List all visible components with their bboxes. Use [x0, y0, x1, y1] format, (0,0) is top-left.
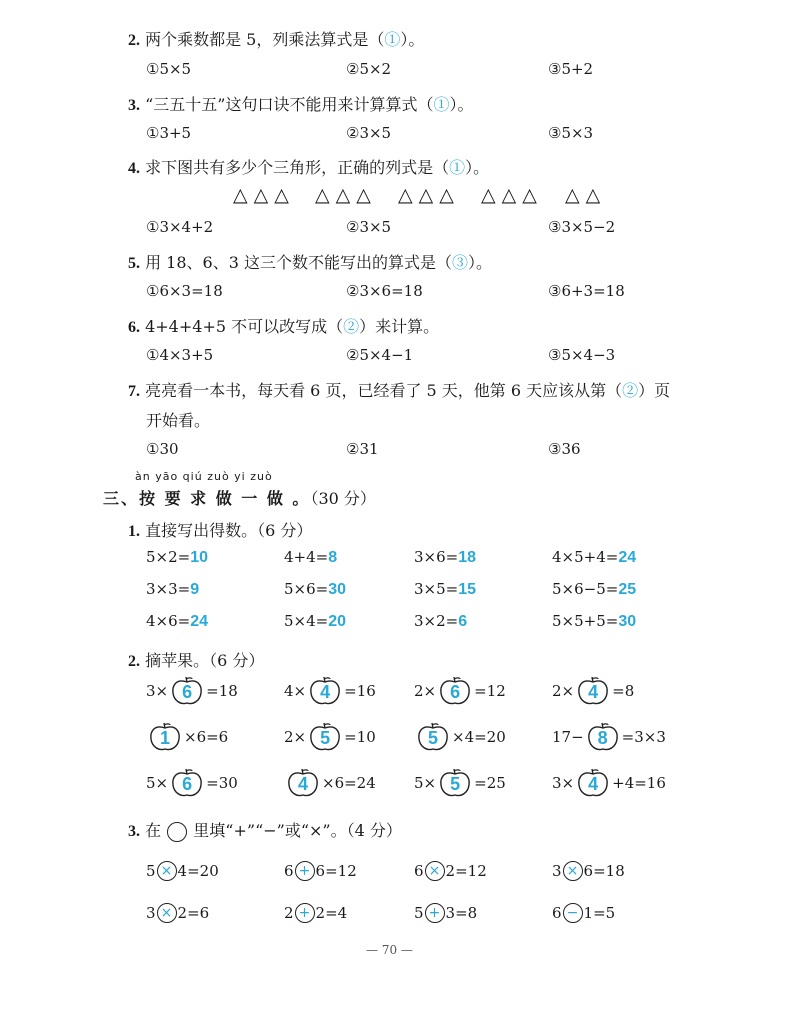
left-operand: 3 — [146, 904, 156, 922]
equation — [284, 612, 346, 631]
option-1: ①3×4+2 — [146, 218, 214, 236]
apple-equation — [284, 722, 376, 752]
equation-expression: 4×5+4= — [552, 548, 619, 566]
apple-answer: 4 — [588, 682, 599, 702]
triangle-group-4: △△△ — [481, 184, 543, 206]
operator-equation — [414, 903, 477, 923]
apple-equation — [552, 722, 666, 752]
apple-answer: 5 — [450, 774, 461, 794]
equation — [552, 580, 636, 599]
subquestion-title: 摘苹果。（6 分） — [145, 651, 265, 670]
operator-circle: + — [425, 903, 445, 923]
empty-circle-icon — [167, 822, 187, 842]
apple-answer: 6 — [450, 682, 461, 702]
left-operand: 3 — [552, 862, 562, 880]
question-text: 两个乘数都是 5，列乘法算式是（ — [145, 30, 385, 49]
question-number: 6. — [128, 319, 140, 336]
operator-equation — [284, 903, 347, 923]
question-text: 求下图共有多少个三角形，正确的列式是（ — [145, 158, 450, 177]
right-side: 2=4 — [315, 904, 348, 922]
operator-equation — [284, 861, 357, 881]
equation-expression: 5×5+5= — [552, 612, 619, 630]
equation-suffix: =16 — [344, 682, 376, 700]
apple-equation — [146, 722, 228, 752]
equation-expression: 3×3= — [146, 580, 191, 598]
operator-equation — [552, 903, 615, 923]
equation-prefix: 3× — [146, 682, 169, 700]
question-4: 4. 求下图共有多少个三角形，正确的列式是（①）。 — [128, 158, 490, 177]
apple-answer: 6 — [182, 682, 193, 702]
question-number: 2. — [128, 32, 140, 49]
option-2: ②5×4−1 — [346, 346, 414, 364]
equation — [414, 548, 476, 567]
operator-circle: − — [563, 903, 583, 923]
operator-equation — [414, 861, 487, 881]
apple-equation — [146, 676, 238, 706]
equation-prefix: 3× — [552, 774, 575, 792]
equation-expression: 5×6−5= — [552, 580, 619, 598]
right-side: 3=8 — [445, 904, 478, 922]
left-operand: 2 — [284, 904, 294, 922]
apple-icon — [576, 676, 610, 706]
answer: 24 — [190, 613, 209, 630]
answer: 25 — [618, 581, 637, 598]
answer: ② — [622, 381, 639, 400]
option-3: ③5+2 — [548, 60, 594, 78]
answer: 18 — [458, 549, 477, 566]
question-number: 7. — [128, 383, 140, 400]
option-1: ①5×5 — [146, 60, 192, 78]
equation — [146, 580, 199, 599]
equation-expression: 4×6= — [146, 612, 191, 630]
question-5: 5. 用 18、6、3 这三个数不能写出的算式是（③）。 — [128, 253, 493, 272]
equation-prefix: 2× — [414, 682, 437, 700]
option-3: ③5×4−3 — [548, 346, 616, 364]
operator-circle: + — [295, 861, 315, 881]
answer: 30 — [618, 613, 637, 630]
apple-icon — [416, 722, 450, 752]
question-7-line2: 开始看。 — [146, 411, 211, 430]
apple-equation — [146, 768, 238, 798]
equation-suffix: =12 — [474, 682, 506, 700]
left-operand: 5 — [414, 904, 424, 922]
apple-answer: 5 — [320, 728, 331, 748]
option-3: ③6+3=18 — [548, 282, 625, 300]
equation-prefix: 2× — [552, 682, 575, 700]
question-6: 6. 4+4+4+5 不可以改写成（②）来计算。 — [128, 317, 440, 336]
equation-prefix: 2× — [284, 728, 307, 746]
answer: 20 — [328, 613, 347, 630]
equation — [146, 612, 208, 631]
apple-equation — [414, 768, 506, 798]
apple-icon — [438, 676, 472, 706]
equation-prefix: 5× — [414, 774, 437, 792]
operator-circle: × — [157, 903, 177, 923]
apple-icon — [586, 722, 620, 752]
equation-expression: 5×2= — [146, 548, 191, 566]
left-operand: 5 — [146, 862, 156, 880]
equation-expression: 5×4= — [284, 612, 329, 630]
answer: 24 — [618, 549, 637, 566]
equation-prefix: 4× — [284, 682, 307, 700]
triangle-group-3: △△△ — [398, 184, 460, 206]
answer: ① — [384, 30, 401, 49]
apple-answer: 1 — [159, 728, 170, 748]
apple-icon — [576, 768, 610, 798]
operator-circle: × — [157, 861, 177, 881]
apple-icon — [170, 676, 204, 706]
apple-answer: 5 — [427, 728, 438, 748]
subquestion-3: 3. 在 里填“+”“−”或“×”。（4 分） — [128, 821, 402, 840]
question-2: 2. 两个乘数都是 5，列乘法算式是（①）。 — [128, 30, 425, 49]
option-2: ②3×5 — [346, 218, 392, 236]
question-number: 5. — [128, 255, 140, 272]
operator-circle: × — [563, 861, 583, 881]
equation-suffix: ×6=24 — [322, 774, 376, 792]
operator-equation — [146, 903, 209, 923]
option-2: ②31 — [346, 440, 379, 458]
apple-answer: 8 — [597, 728, 608, 748]
equation-suffix: =3×3 — [621, 728, 666, 746]
triangle-group-2: △△△ — [315, 184, 377, 206]
apple-icon — [438, 768, 472, 798]
apple-icon — [148, 722, 182, 752]
option-3: ③36 — [548, 440, 581, 458]
apple-equation — [284, 768, 376, 798]
apple-answer: 4 — [297, 774, 308, 794]
equation — [414, 612, 467, 631]
equation — [284, 548, 337, 567]
equation-expression: 5×6= — [284, 580, 329, 598]
question-3: 3. “三五十五”这句口诀不能用来计算算式（①）。 — [128, 95, 474, 114]
operator-equation — [552, 861, 625, 881]
equation — [414, 580, 476, 599]
section-points: （30 分） — [310, 489, 376, 508]
question-text: “三五十五”这句口诀不能用来计算算式（ — [145, 95, 434, 114]
equation-expression: 4+4= — [284, 548, 329, 566]
answer: 6 — [458, 613, 468, 630]
answer: ② — [343, 317, 360, 336]
subquestion-2: 2. 摘苹果。（6 分） — [128, 651, 265, 670]
option-1: ①30 — [146, 440, 179, 458]
triangle-group-5: △△ — [565, 184, 607, 206]
left-operand: 6 — [552, 904, 562, 922]
equation-suffix: =18 — [206, 682, 238, 700]
question-number: 4. — [128, 160, 140, 177]
equation-suffix: ×4=20 — [452, 728, 506, 746]
equation-expression: 3×2= — [414, 612, 459, 630]
question-text: 用 18、6、3 这三个数不能写出的算式是（ — [145, 253, 452, 272]
option-2: ②5×2 — [346, 60, 392, 78]
apple-answer: 4 — [320, 682, 331, 702]
equation-suffix: =25 — [474, 774, 506, 792]
apple-answer: 6 — [182, 774, 193, 794]
subquestion-title: 直接写出得数。（6 分） — [145, 521, 313, 540]
answer: 8 — [328, 549, 338, 566]
answer: 30 — [328, 581, 347, 598]
right-side: 1=5 — [583, 904, 616, 922]
question-7: 7. 亮亮看一本书，每天看 6 页，已经看了 5 天，他第 6 天应该从第（②）页 — [128, 381, 671, 400]
apple-icon — [308, 722, 342, 752]
section-title: 三、按 要 求 做 一 做 。（30 分） — [103, 489, 376, 508]
answer: ① — [449, 158, 466, 177]
answer: 15 — [458, 581, 477, 598]
apple-equation — [552, 676, 634, 706]
left-operand: 6 — [284, 862, 294, 880]
equation-suffix: =8 — [612, 682, 635, 700]
triangle-group-1: △△△ — [233, 184, 295, 206]
answer: 9 — [190, 581, 200, 598]
equation — [552, 548, 636, 567]
answer: ③ — [452, 253, 469, 272]
operator-equation — [146, 861, 219, 881]
answer: ① — [433, 95, 450, 114]
equation-expression: 3×5= — [414, 580, 459, 598]
apple-equation — [414, 722, 506, 752]
equation-suffix: =30 — [206, 774, 238, 792]
apple-equation — [552, 768, 666, 798]
equation — [284, 580, 346, 599]
option-3: ③3×5−2 — [548, 218, 616, 236]
operator-circle: × — [425, 861, 445, 881]
operator-circle: + — [295, 903, 315, 923]
right-side: 2=12 — [445, 862, 487, 880]
option-3: ③5×3 — [548, 124, 594, 142]
equation-prefix: 17− — [552, 728, 584, 746]
equation-suffix: =10 — [344, 728, 376, 746]
question-number: 3. — [128, 97, 140, 114]
answer: 10 — [190, 549, 209, 566]
apple-equation — [414, 676, 506, 706]
equation-suffix: +4=16 — [612, 774, 666, 792]
left-operand: 6 — [414, 862, 424, 880]
apple-answer: 4 — [588, 774, 599, 794]
option-2: ②3×6=18 — [346, 282, 423, 300]
apple-icon — [286, 768, 320, 798]
right-side: 6=18 — [583, 862, 625, 880]
equation-prefix: 5× — [146, 774, 169, 792]
equation — [552, 612, 636, 631]
apple-equation — [284, 676, 376, 706]
page-number: — 70 — — [366, 943, 413, 957]
option-2: ②3×5 — [346, 124, 392, 142]
subquestion-1: 1. 直接写出得数。（6 分） — [128, 521, 313, 540]
section-pinyin: àn yāo qiú zuò yi zuò — [135, 470, 273, 483]
right-side: 2=6 — [177, 904, 210, 922]
option-1: ①6×3=18 — [146, 282, 223, 300]
option-1: ①3+5 — [146, 124, 192, 142]
apple-icon — [170, 768, 204, 798]
right-side: 4=20 — [177, 862, 219, 880]
equation-suffix: ×6=6 — [184, 728, 229, 746]
option-1: ①4×3+5 — [146, 346, 214, 364]
question-text: 亮亮看一本书，每天看 6 页，已经看了 5 天，他第 6 天应该从第（ — [145, 381, 623, 400]
right-side: 6=12 — [315, 862, 357, 880]
equation-expression: 3×6= — [414, 548, 459, 566]
equation — [146, 548, 208, 567]
apple-icon — [308, 676, 342, 706]
question-text: 4+4+4+5 不可以改写成（ — [145, 317, 344, 336]
